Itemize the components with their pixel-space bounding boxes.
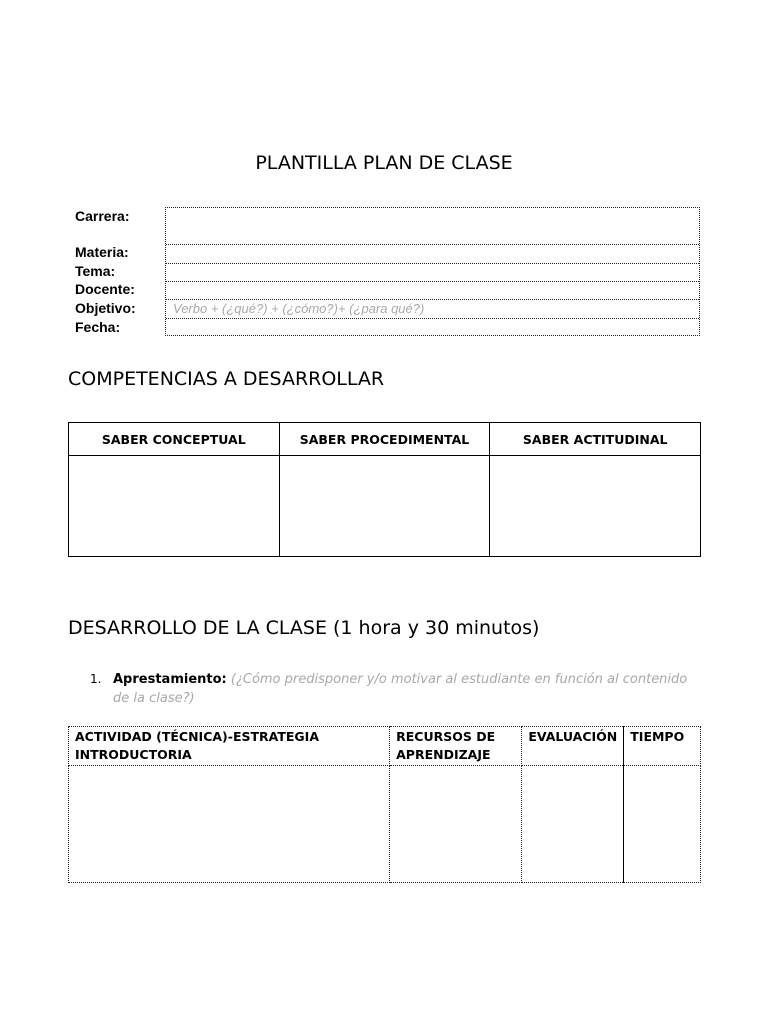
- aprestamiento-hint: (¿Cómo predisponer y/o motivar al estudiante en función al contenido de la clase?): [113, 672, 688, 706]
- col-actividad: ACTIVIDAD (TÉCNICA)-ESTRATEGIA INTRODUCTORIA: [69, 727, 390, 766]
- cell-saber-conceptual[interactable]: [69, 456, 280, 557]
- col-tiempo: TIEMPO: [624, 727, 701, 766]
- competencias-heading: COMPETENCIAS A DESARROLLAR: [68, 368, 385, 390]
- docente-field[interactable]: [166, 282, 699, 300]
- cell-saber-procedimental[interactable]: [279, 456, 490, 557]
- list-number: 1.: [90, 672, 102, 686]
- info-fields-box: [165, 207, 700, 336]
- carrera-field[interactable]: [166, 208, 699, 245]
- materia-field[interactable]: [166, 245, 699, 264]
- page-title: PLANTILLA PLAN DE CLASE: [255, 152, 513, 174]
- label-fecha: Fecha:: [75, 319, 121, 335]
- label-docente: Docente:: [75, 281, 135, 297]
- label-carrera: Carrera:: [75, 208, 130, 224]
- cell-tiempo[interactable]: [624, 766, 701, 883]
- col-saber-procedimental: SABER PROCEDIMENTAL: [279, 423, 490, 456]
- col-evaluacion: EVALUACIÓN: [522, 727, 624, 766]
- tema-field[interactable]: [166, 264, 699, 282]
- col-saber-conceptual: SABER CONCEPTUAL: [69, 423, 280, 456]
- objetivo-field[interactable]: [166, 300, 699, 319]
- cell-actividad[interactable]: [69, 766, 390, 883]
- cell-recursos[interactable]: [390, 766, 522, 883]
- cell-evaluacion[interactable]: [522, 766, 624, 883]
- aprestamiento-label: Aprestamiento:: [113, 672, 227, 687]
- desarrollo-heading: DESARROLLO DE LA CLASE (1 hora y 30 minutos): [68, 617, 540, 639]
- cell-saber-actitudinal[interactable]: [490, 456, 701, 557]
- actividad-table: [68, 726, 701, 883]
- col-recursos: RECURSOS DE APRENDIZAJE: [390, 727, 522, 766]
- label-tema: Tema:: [75, 263, 116, 279]
- label-materia: Materia:: [75, 244, 129, 260]
- objetivo-placeholder: Verbo + (¿qué?) + (¿cómo?)+ (¿para qué?): [173, 301, 425, 316]
- fecha-field[interactable]: [166, 319, 699, 336]
- list-text: [113, 670, 693, 708]
- competencias-table: [68, 422, 701, 557]
- col-saber-actitudinal: SABER ACTITUDINAL: [490, 423, 701, 456]
- label-objetivo: Objetivo:: [75, 300, 136, 316]
